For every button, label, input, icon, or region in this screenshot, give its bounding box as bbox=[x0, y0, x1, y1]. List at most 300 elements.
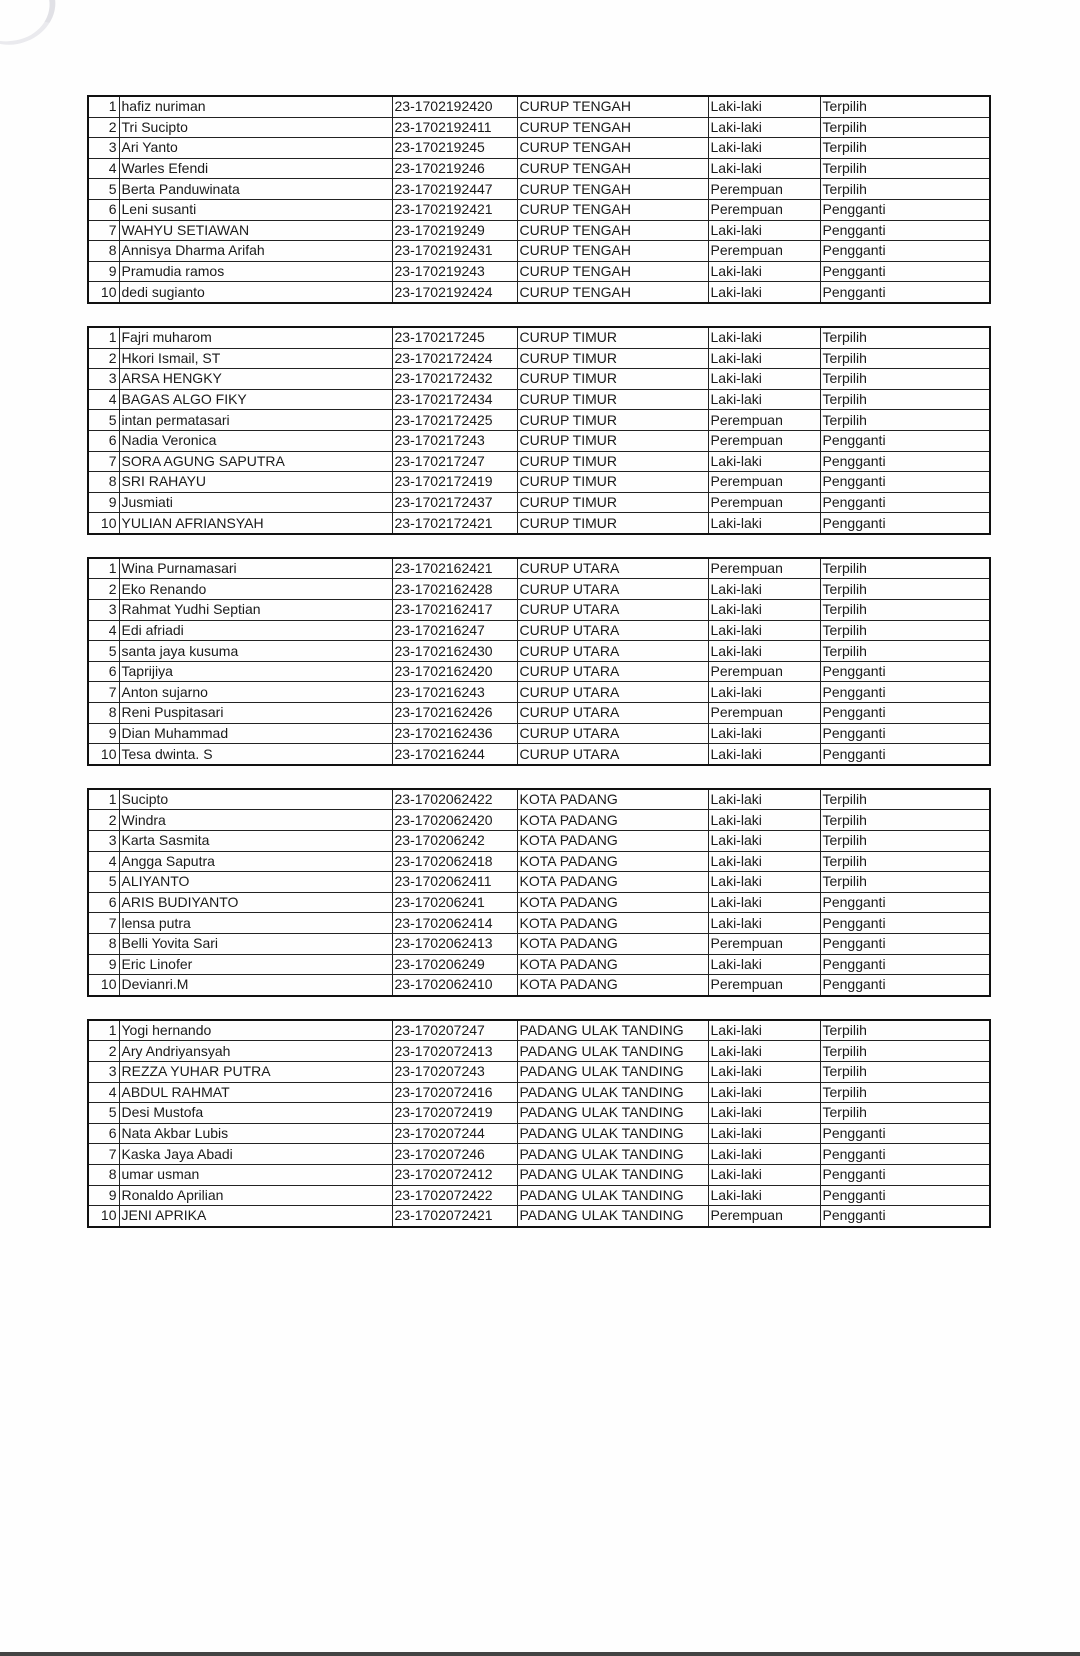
row-number: 6 bbox=[88, 892, 119, 913]
participant-code: 23-1702162420 bbox=[392, 661, 517, 682]
table-row bbox=[88, 220, 990, 241]
gender-cell: Laki-laki bbox=[708, 261, 820, 282]
status-cell: Terpilih bbox=[820, 1103, 990, 1124]
status-cell: Pengganti bbox=[820, 492, 990, 513]
table-row bbox=[88, 472, 990, 493]
participant-code: 23-1702072416 bbox=[392, 1082, 517, 1103]
participant-code: 23-1702192447 bbox=[392, 179, 517, 200]
table-row bbox=[88, 954, 990, 975]
table-row bbox=[88, 913, 990, 934]
gender-cell: Laki-laki bbox=[708, 579, 820, 600]
participant-code: 23-170219246 bbox=[392, 158, 517, 179]
row-number: 5 bbox=[88, 641, 119, 662]
participant-code: 23-170219245 bbox=[392, 138, 517, 159]
participant-name: dedi sugianto bbox=[119, 282, 392, 303]
participant-code: 23-1702062413 bbox=[392, 933, 517, 954]
participant-code: 23-1702172421 bbox=[392, 513, 517, 534]
participant-name: Nata Akbar Lubis bbox=[119, 1123, 392, 1144]
gender-cell: Laki-laki bbox=[708, 682, 820, 703]
kecamatan-cell: CURUP UTARA bbox=[517, 661, 708, 682]
row-number: 6 bbox=[88, 199, 119, 220]
participant-code: 23-1702172419 bbox=[392, 472, 517, 493]
participant-name: Nadia Veronica bbox=[119, 430, 392, 451]
kecamatan-cell: CURUP TENGAH bbox=[517, 282, 708, 303]
table-row bbox=[88, 1123, 990, 1144]
participant-name: BAGAS ALGO FIKY bbox=[119, 389, 392, 410]
kecamatan-cell: CURUP UTARA bbox=[517, 703, 708, 724]
kecamatan-cell: CURUP TIMUR bbox=[517, 369, 708, 390]
participant-code: 23-1702192421 bbox=[392, 199, 517, 220]
kecamatan-cell: KOTA PADANG bbox=[517, 831, 708, 852]
gender-cell: Laki-laki bbox=[708, 872, 820, 893]
status-cell: Pengganti bbox=[820, 682, 990, 703]
row-number: 6 bbox=[88, 1123, 119, 1144]
participant-name: Yogi hernando bbox=[119, 1020, 392, 1041]
status-cell: Pengganti bbox=[820, 199, 990, 220]
table-row bbox=[88, 1144, 990, 1165]
status-cell: Pengganti bbox=[820, 1164, 990, 1185]
kecamatan-cell: KOTA PADANG bbox=[517, 933, 708, 954]
gender-cell: Laki-laki bbox=[708, 369, 820, 390]
gender-cell: Laki-laki bbox=[708, 327, 820, 348]
status-cell: Terpilih bbox=[820, 96, 990, 117]
status-cell: Pengganti bbox=[820, 1144, 990, 1165]
gender-cell: Laki-laki bbox=[708, 96, 820, 117]
table-row bbox=[88, 138, 990, 159]
kecamatan-cell: CURUP TIMUR bbox=[517, 327, 708, 348]
kecamatan-cell: CURUP TIMUR bbox=[517, 389, 708, 410]
table-row bbox=[88, 199, 990, 220]
kecamatan-cell: CURUP UTARA bbox=[517, 620, 708, 641]
gender-cell: Laki-laki bbox=[708, 744, 820, 765]
gender-cell: Laki-laki bbox=[708, 1061, 820, 1082]
status-cell: Pengganti bbox=[820, 1206, 990, 1227]
participant-name: Desi Mustofa bbox=[119, 1103, 392, 1124]
kecamatan-cell: CURUP UTARA bbox=[517, 641, 708, 662]
table-row bbox=[88, 410, 990, 431]
kecamatan-cell: CURUP UTARA bbox=[517, 600, 708, 621]
participant-code: 23-1702162436 bbox=[392, 723, 517, 744]
participant-name: SRI RAHAYU bbox=[119, 472, 392, 493]
row-number: 2 bbox=[88, 348, 119, 369]
participant-name: Fajri muharom bbox=[119, 327, 392, 348]
gender-cell: Laki-laki bbox=[708, 389, 820, 410]
table-row bbox=[88, 1164, 990, 1185]
status-cell: Terpilih bbox=[820, 558, 990, 579]
row-number: 10 bbox=[88, 282, 119, 303]
participant-code: 23-1702072412 bbox=[392, 1164, 517, 1185]
status-cell: Terpilih bbox=[820, 1061, 990, 1082]
status-cell: Terpilih bbox=[820, 138, 990, 159]
kecamatan-cell: PADANG ULAK TANDING bbox=[517, 1082, 708, 1103]
row-number: 2 bbox=[88, 117, 119, 138]
participant-code: 23-170217243 bbox=[392, 430, 517, 451]
table-row bbox=[88, 558, 990, 579]
row-number: 8 bbox=[88, 472, 119, 493]
participant-code: 23-1702072422 bbox=[392, 1185, 517, 1206]
status-cell: Pengganti bbox=[820, 723, 990, 744]
row-number: 8 bbox=[88, 241, 119, 262]
status-cell: Pengganti bbox=[820, 472, 990, 493]
table-row bbox=[88, 892, 990, 913]
status-cell: Pengganti bbox=[820, 892, 990, 913]
row-number: 1 bbox=[88, 789, 119, 810]
kecamatan-cell: CURUP TENGAH bbox=[517, 138, 708, 159]
participant-name: Leni susanti bbox=[119, 199, 392, 220]
participant-code: 23-1702072421 bbox=[392, 1206, 517, 1227]
participant-name: Annisya Dharma Arifah bbox=[119, 241, 392, 262]
participant-code: 23-170207243 bbox=[392, 1061, 517, 1082]
gender-cell: Laki-laki bbox=[708, 282, 820, 303]
status-cell: Pengganti bbox=[820, 451, 990, 472]
table-row bbox=[88, 1185, 990, 1206]
table-row bbox=[88, 872, 990, 893]
participant-name: Hkori Ismail, ST bbox=[119, 348, 392, 369]
row-number: 9 bbox=[88, 261, 119, 282]
participant-code: 23-1702172425 bbox=[392, 410, 517, 431]
kecamatan-cell: CURUP UTARA bbox=[517, 682, 708, 703]
participant-code: 23-1702062411 bbox=[392, 872, 517, 893]
row-number: 2 bbox=[88, 810, 119, 831]
row-number: 1 bbox=[88, 1020, 119, 1041]
row-number: 2 bbox=[88, 579, 119, 600]
gender-cell: Laki-laki bbox=[708, 723, 820, 744]
kecamatan-cell: PADANG ULAK TANDING bbox=[517, 1103, 708, 1124]
participant-name: Dian Muhammad bbox=[119, 723, 392, 744]
participant-name: Jusmiati bbox=[119, 492, 392, 513]
kecamatan-cell: CURUP TIMUR bbox=[517, 451, 708, 472]
participant-name: JENI APRIKA bbox=[119, 1206, 392, 1227]
row-number: 3 bbox=[88, 1061, 119, 1082]
gender-cell: Laki-laki bbox=[708, 1123, 820, 1144]
participant-name: umar usman bbox=[119, 1164, 392, 1185]
gender-cell: Perempuan bbox=[708, 661, 820, 682]
participant-code: 23-170216243 bbox=[392, 682, 517, 703]
kecamatan-cell: PADANG ULAK TANDING bbox=[517, 1206, 708, 1227]
row-number: 6 bbox=[88, 430, 119, 451]
participant-name: Ary Andriyansyah bbox=[119, 1041, 392, 1062]
gender-cell: Laki-laki bbox=[708, 117, 820, 138]
gender-cell: Perempuan bbox=[708, 430, 820, 451]
kecamatan-cell: KOTA PADANG bbox=[517, 810, 708, 831]
status-cell: Terpilih bbox=[820, 158, 990, 179]
participant-name: lensa putra bbox=[119, 913, 392, 934]
participant-name: Anton sujarno bbox=[119, 682, 392, 703]
participant-name: Tesa dwinta. S bbox=[119, 744, 392, 765]
table-row bbox=[88, 831, 990, 852]
kecamatan-cell: PADANG ULAK TANDING bbox=[517, 1144, 708, 1165]
status-cell: Terpilih bbox=[820, 179, 990, 200]
gender-cell: Laki-laki bbox=[708, 1144, 820, 1165]
row-number: 9 bbox=[88, 954, 119, 975]
gender-cell: Laki-laki bbox=[708, 913, 820, 934]
status-cell: Pengganti bbox=[820, 1185, 990, 1206]
row-number: 3 bbox=[88, 831, 119, 852]
participant-code: 23-1702062420 bbox=[392, 810, 517, 831]
row-number: 10 bbox=[88, 513, 119, 534]
table-row bbox=[88, 600, 990, 621]
table-row bbox=[88, 451, 990, 472]
scan-bottom-edge bbox=[0, 1652, 1080, 1656]
participant-name: Karta Sasmita bbox=[119, 831, 392, 852]
page-corner-shadow bbox=[0, 0, 66, 56]
row-number: 3 bbox=[88, 600, 119, 621]
participant-name: SORA AGUNG SAPUTRA bbox=[119, 451, 392, 472]
participant-code: 23-1702172432 bbox=[392, 369, 517, 390]
table-row bbox=[88, 389, 990, 410]
participant-code: 23-170207244 bbox=[392, 1123, 517, 1144]
row-number: 7 bbox=[88, 451, 119, 472]
participant-code: 23-170219243 bbox=[392, 261, 517, 282]
participant-code: 23-1702062410 bbox=[392, 975, 517, 996]
participant-name: Berta Panduwinata bbox=[119, 179, 392, 200]
participant-code: 23-170217245 bbox=[392, 327, 517, 348]
status-cell: Pengganti bbox=[820, 933, 990, 954]
table-row bbox=[88, 1206, 990, 1227]
kecamatan-cell: CURUP TIMUR bbox=[517, 348, 708, 369]
table-row bbox=[88, 158, 990, 179]
gender-cell: Laki-laki bbox=[708, 954, 820, 975]
participant-name: Angga Saputra bbox=[119, 851, 392, 872]
status-cell: Terpilih bbox=[820, 1041, 990, 1062]
participant-name: Pramudia ramos bbox=[119, 261, 392, 282]
gender-cell: Laki-laki bbox=[708, 348, 820, 369]
participant-name: Belli Yovita Sari bbox=[119, 933, 392, 954]
row-number: 3 bbox=[88, 369, 119, 390]
gender-cell: Laki-laki bbox=[708, 1041, 820, 1062]
status-cell: Terpilih bbox=[820, 851, 990, 872]
row-number: 1 bbox=[88, 558, 119, 579]
kecamatan-cell: CURUP TENGAH bbox=[517, 179, 708, 200]
kecamatan-cell: PADANG ULAK TANDING bbox=[517, 1185, 708, 1206]
participant-code: 23-1702062422 bbox=[392, 789, 517, 810]
row-number: 4 bbox=[88, 851, 119, 872]
gender-cell: Perempuan bbox=[708, 472, 820, 493]
status-cell: Terpilih bbox=[820, 872, 990, 893]
gender-cell: Laki-laki bbox=[708, 1164, 820, 1185]
participant-code: 23-170216244 bbox=[392, 744, 517, 765]
table-row bbox=[88, 1061, 990, 1082]
status-cell: Terpilih bbox=[820, 831, 990, 852]
row-number: 7 bbox=[88, 913, 119, 934]
gender-cell: Laki-laki bbox=[708, 1185, 820, 1206]
row-number: 4 bbox=[88, 620, 119, 641]
status-cell: Pengganti bbox=[820, 703, 990, 724]
table-row bbox=[88, 241, 990, 262]
participant-name: Eric Linofer bbox=[119, 954, 392, 975]
status-cell: Pengganti bbox=[820, 220, 990, 241]
participant-code: 23-1702072413 bbox=[392, 1041, 517, 1062]
status-cell: Terpilih bbox=[820, 389, 990, 410]
row-number: 8 bbox=[88, 933, 119, 954]
participant-name: Devianri.M bbox=[119, 975, 392, 996]
kecamatan-cell: CURUP UTARA bbox=[517, 579, 708, 600]
participant-name: ARSA HENGKY bbox=[119, 369, 392, 390]
kecamatan-cell: CURUP TIMUR bbox=[517, 410, 708, 431]
participant-name: REZZA YUHAR PUTRA bbox=[119, 1061, 392, 1082]
row-number: 1 bbox=[88, 96, 119, 117]
kecamatan-cell: CURUP TIMUR bbox=[517, 492, 708, 513]
table-row bbox=[88, 430, 990, 451]
participant-name: Wina Purnamasari bbox=[119, 558, 392, 579]
row-number: 7 bbox=[88, 1144, 119, 1165]
participant-code: 23-170207247 bbox=[392, 1020, 517, 1041]
status-cell: Pengganti bbox=[820, 282, 990, 303]
gender-cell: Perempuan bbox=[708, 703, 820, 724]
participant-code: 23-170216247 bbox=[392, 620, 517, 641]
status-cell: Pengganti bbox=[820, 954, 990, 975]
gender-cell: Perempuan bbox=[708, 241, 820, 262]
status-cell: Terpilih bbox=[820, 579, 990, 600]
table-row bbox=[88, 1103, 990, 1124]
group-table-curup-timur bbox=[87, 326, 991, 535]
tables-container bbox=[87, 95, 989, 1250]
status-cell: Pengganti bbox=[820, 661, 990, 682]
participant-name: Windra bbox=[119, 810, 392, 831]
kecamatan-cell: CURUP UTARA bbox=[517, 744, 708, 765]
kecamatan-cell: CURUP TENGAH bbox=[517, 241, 708, 262]
kecamatan-cell: CURUP TENGAH bbox=[517, 261, 708, 282]
table-row bbox=[88, 661, 990, 682]
status-cell: Terpilih bbox=[820, 410, 990, 431]
kecamatan-cell: KOTA PADANG bbox=[517, 913, 708, 934]
gender-cell: Laki-laki bbox=[708, 138, 820, 159]
row-number: 5 bbox=[88, 410, 119, 431]
table-row bbox=[88, 744, 990, 765]
kecamatan-cell: KOTA PADANG bbox=[517, 975, 708, 996]
gender-cell: Perempuan bbox=[708, 199, 820, 220]
kecamatan-cell: KOTA PADANG bbox=[517, 954, 708, 975]
participant-code: 23-1702192431 bbox=[392, 241, 517, 262]
gender-cell: Perempuan bbox=[708, 410, 820, 431]
participant-name: hafiz nuriman bbox=[119, 96, 392, 117]
status-cell: Pengganti bbox=[820, 744, 990, 765]
table-row bbox=[88, 703, 990, 724]
group-table-curup-utara bbox=[87, 557, 991, 766]
group-table-padang-ulak-tanding bbox=[87, 1019, 991, 1228]
kecamatan-cell: CURUP TIMUR bbox=[517, 513, 708, 534]
table-row bbox=[88, 117, 990, 138]
kecamatan-cell: CURUP TENGAH bbox=[517, 117, 708, 138]
participant-name: Rahmat Yudhi Septian bbox=[119, 600, 392, 621]
gender-cell: Laki-laki bbox=[708, 789, 820, 810]
participant-name: Reni Puspitasari bbox=[119, 703, 392, 724]
row-number: 1 bbox=[88, 327, 119, 348]
kecamatan-cell: CURUP TIMUR bbox=[517, 472, 708, 493]
row-number: 3 bbox=[88, 138, 119, 159]
status-cell: Terpilih bbox=[820, 620, 990, 641]
status-cell: Pengganti bbox=[820, 430, 990, 451]
row-number: 7 bbox=[88, 682, 119, 703]
table-row bbox=[88, 641, 990, 662]
kecamatan-cell: PADANG ULAK TANDING bbox=[517, 1061, 708, 1082]
participant-code: 23-170217247 bbox=[392, 451, 517, 472]
status-cell: Terpilih bbox=[820, 327, 990, 348]
status-cell: Pengganti bbox=[820, 241, 990, 262]
group-table-kota-padang bbox=[87, 788, 991, 997]
row-number: 5 bbox=[88, 179, 119, 200]
table-row bbox=[88, 579, 990, 600]
table-row bbox=[88, 1082, 990, 1103]
gender-cell: Laki-laki bbox=[708, 158, 820, 179]
kecamatan-cell: PADANG ULAK TANDING bbox=[517, 1123, 708, 1144]
row-number: 4 bbox=[88, 389, 119, 410]
kecamatan-cell: KOTA PADANG bbox=[517, 892, 708, 913]
kecamatan-cell: CURUP UTARA bbox=[517, 558, 708, 579]
row-number: 2 bbox=[88, 1041, 119, 1062]
kecamatan-cell: KOTA PADANG bbox=[517, 851, 708, 872]
gender-cell: Laki-laki bbox=[708, 1103, 820, 1124]
kecamatan-cell: PADANG ULAK TANDING bbox=[517, 1041, 708, 1062]
group-table-curup-tengah bbox=[87, 95, 991, 304]
participant-code: 23-1702062418 bbox=[392, 851, 517, 872]
gender-cell: Laki-laki bbox=[708, 892, 820, 913]
row-number: 5 bbox=[88, 872, 119, 893]
table-row bbox=[88, 851, 990, 872]
participant-name: Eko Renando bbox=[119, 579, 392, 600]
status-cell: Pengganti bbox=[820, 513, 990, 534]
status-cell: Terpilih bbox=[820, 810, 990, 831]
gender-cell: Laki-laki bbox=[708, 600, 820, 621]
participant-code: 23-170219249 bbox=[392, 220, 517, 241]
participant-name: santa jaya kusuma bbox=[119, 641, 392, 662]
participant-name: Ari Yanto bbox=[119, 138, 392, 159]
table-row bbox=[88, 975, 990, 996]
participant-code: 23-1702062414 bbox=[392, 913, 517, 934]
row-number: 8 bbox=[88, 1164, 119, 1185]
participant-name: ARIS BUDIYANTO bbox=[119, 892, 392, 913]
row-number: 9 bbox=[88, 723, 119, 744]
participant-code: 23-170206249 bbox=[392, 954, 517, 975]
status-cell: Terpilih bbox=[820, 1082, 990, 1103]
participant-code: 23-1702162428 bbox=[392, 579, 517, 600]
participant-name: Warles Efendi bbox=[119, 158, 392, 179]
gender-cell: Perempuan bbox=[708, 975, 820, 996]
table-row bbox=[88, 327, 990, 348]
kecamatan-cell: CURUP TENGAH bbox=[517, 158, 708, 179]
table-row bbox=[88, 682, 990, 703]
participant-name: WAHYU SETIAWAN bbox=[119, 220, 392, 241]
gender-cell: Laki-laki bbox=[708, 220, 820, 241]
row-number: 5 bbox=[88, 1103, 119, 1124]
gender-cell: Perempuan bbox=[708, 933, 820, 954]
kecamatan-cell: PADANG ULAK TANDING bbox=[517, 1020, 708, 1041]
kecamatan-cell: CURUP TENGAH bbox=[517, 199, 708, 220]
status-cell: Pengganti bbox=[820, 975, 990, 996]
gender-cell: Perempuan bbox=[708, 1206, 820, 1227]
gender-cell: Laki-laki bbox=[708, 513, 820, 534]
participant-code: 23-1702162426 bbox=[392, 703, 517, 724]
row-number: 7 bbox=[88, 220, 119, 241]
gender-cell: Laki-laki bbox=[708, 451, 820, 472]
participant-code: 23-1702192411 bbox=[392, 117, 517, 138]
participant-code: 23-170206242 bbox=[392, 831, 517, 852]
participant-name: Sucipto bbox=[119, 789, 392, 810]
gender-cell: Laki-laki bbox=[708, 641, 820, 662]
participant-code: 23-170207246 bbox=[392, 1144, 517, 1165]
kecamatan-cell: CURUP TENGAH bbox=[517, 220, 708, 241]
row-number: 10 bbox=[88, 975, 119, 996]
participant-name: YULIAN AFRIANSYAH bbox=[119, 513, 392, 534]
row-number: 4 bbox=[88, 1082, 119, 1103]
table-row bbox=[88, 1041, 990, 1062]
participant-name: ABDUL RAHMAT bbox=[119, 1082, 392, 1103]
table-row bbox=[88, 369, 990, 390]
status-cell: Terpilih bbox=[820, 789, 990, 810]
status-cell: Terpilih bbox=[820, 641, 990, 662]
status-cell: Pengganti bbox=[820, 261, 990, 282]
gender-cell: Perempuan bbox=[708, 492, 820, 513]
